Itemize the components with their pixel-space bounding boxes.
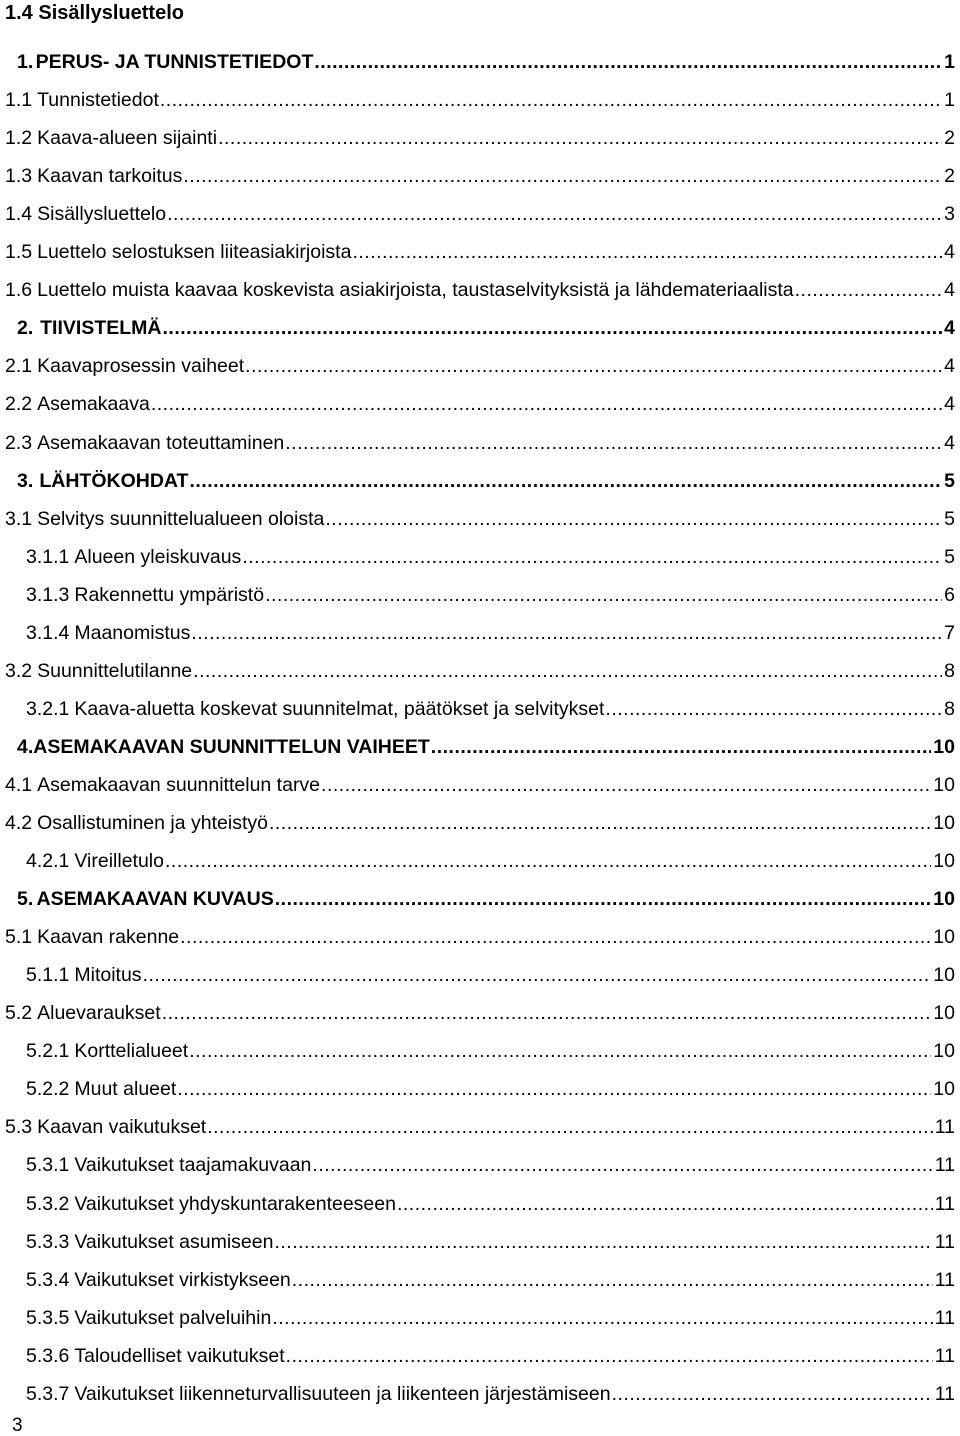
- toc-entry-title: ASEMAKAAVAN SUUNNITTELUN VAIHEET: [33, 735, 430, 758]
- toc-entry-page: 8: [944, 697, 955, 720]
- toc-entry[interactable]: [5, 195, 955, 233]
- toc-entry[interactable]: [5, 994, 955, 1032]
- toc-entry-leader: [611, 1375, 933, 1413]
- toc-heading: 1.4 Sisällysluettelo: [5, 2, 184, 24]
- toc-entry-number: 5.3: [5, 1116, 33, 1139]
- toc-entry-page: 2: [944, 165, 955, 188]
- toc-entry-title: Kaavaprosessin vaiheet: [37, 355, 245, 378]
- toc-entry[interactable]: [5, 804, 955, 842]
- toc-entry-leader: [351, 233, 942, 271]
- toc-entry-title: Osallistuminen ja yhteistyö: [37, 812, 268, 834]
- toc-entry[interactable]: [26, 1261, 955, 1299]
- toc-entry-title: Rakennettu ympäristö: [74, 583, 265, 606]
- toc-entry-leader: [179, 918, 931, 956]
- toc-entry-title: Alueen yleiskuvaus: [74, 545, 242, 568]
- toc-entry-page: 6: [944, 583, 955, 606]
- toc-entry[interactable]: [26, 1070, 955, 1108]
- toc-entry-title: Selvitys suunnittelualueen oloista: [37, 507, 325, 530]
- toc-entry[interactable]: [26, 956, 955, 994]
- toc-entry-page: 10: [933, 773, 955, 796]
- toc-entry-number: 5.3.7: [26, 1382, 70, 1405]
- toc-entry[interactable]: [17, 462, 955, 500]
- toc-entry-title: Tunnistetiedot: [37, 89, 159, 112]
- toc-entry[interactable]: [5, 385, 955, 423]
- toc-entry-leader: [142, 956, 932, 994]
- toc-entry[interactable]: [5, 918, 955, 956]
- toc-entry-title: Vaikutukset palveluihin: [74, 1306, 272, 1329]
- toc-entry-leader: [273, 1223, 932, 1261]
- toc-entry[interactable]: [17, 43, 955, 81]
- toc-entry-leader: [188, 462, 942, 500]
- toc-entry-title: Kaava-alueen sijainti: [37, 127, 218, 150]
- toc-entry[interactable]: [26, 1032, 955, 1070]
- toc-entry-title: Kaava-aluetta koskevat suunnitelmat, päätökset ja selvitykset: [74, 697, 605, 720]
- toc-entry-title: Asemakaavan toteuttaminen: [37, 431, 285, 454]
- toc-entry-number: 5.3.2: [26, 1192, 70, 1215]
- toc-entry[interactable]: [5, 119, 955, 157]
- toc-entry-number: 5.1.1: [26, 964, 70, 987]
- toc-entry-page: 10: [933, 1078, 955, 1101]
- toc-entry-number: 4.2: [5, 812, 33, 834]
- toc-entry-title: Sisällysluettelo: [37, 203, 167, 226]
- toc-entry-leader: [274, 880, 932, 918]
- toc-entry-number: 4.: [17, 735, 34, 758]
- toc-entry-page: 4: [944, 241, 955, 264]
- toc-entry-title: Taloudelliset vaikutukset: [74, 1344, 285, 1367]
- toc-entry-number: 5.1: [5, 926, 33, 949]
- toc-entry-number: 1.2: [5, 127, 33, 150]
- toc-entry-number: 1.: [17, 51, 34, 73]
- toc-entry[interactable]: [5, 347, 955, 385]
- toc-entry-number: 1.4: [5, 203, 33, 226]
- toc-entry-title: Vireilletulo: [74, 850, 164, 873]
- toc-entry[interactable]: [5, 766, 955, 804]
- toc-entry-leader: [271, 1299, 932, 1337]
- toc-entry-page: 11: [934, 1116, 955, 1139]
- toc-entry-page: 10: [933, 888, 955, 911]
- toc-entry-leader: [217, 119, 942, 157]
- toc-entry-title: Asemakaavan suunnittelun tarve: [37, 773, 321, 796]
- toc-entry-page: 10: [933, 926, 955, 949]
- toc-entry[interactable]: [17, 728, 955, 766]
- toc-entry-title: PERUS- JA TUNNISTETIEDOT: [35, 51, 314, 73]
- toc-entry-page: 10: [933, 850, 955, 873]
- toc-entry-page: 11: [934, 1268, 955, 1291]
- toc-entry-page: 11: [934, 1344, 955, 1367]
- toc-entry[interactable]: [26, 614, 955, 652]
- toc-entry-leader: [190, 614, 942, 652]
- toc-entry-leader: [430, 728, 932, 766]
- toc-entry-leader: [241, 538, 942, 576]
- toc-entry-page: 11: [934, 1306, 955, 1329]
- toc-entry-leader: [192, 652, 942, 690]
- toc-entry[interactable]: [26, 538, 955, 576]
- toc-entry-leader: [285, 1337, 933, 1375]
- toc-entry-leader: [206, 1108, 933, 1146]
- toc-entry-number: 5.3.6: [26, 1344, 70, 1367]
- toc-entry-title: Vaikutukset virkistykseen: [74, 1268, 291, 1291]
- toc-entry-title: Vaikutukset taajamakuvaan: [74, 1154, 312, 1177]
- toc-entry-leader: [313, 43, 942, 81]
- toc-entry-number: 3.1.3: [26, 583, 70, 606]
- toc-entry-leader: [161, 994, 932, 1032]
- toc-entry-leader: [188, 1032, 931, 1070]
- toc-entry-page: 8: [944, 659, 955, 682]
- toc-entry[interactable]: [26, 1337, 955, 1375]
- toc-entry-title: Vaikutukset yhdyskuntarakenteeseen: [74, 1192, 396, 1215]
- toc-entry-number: 3.1.1: [26, 545, 70, 568]
- toc-entry-title: Muut alueet: [74, 1078, 177, 1101]
- toc-entry-title: ASEMAKAAVAN KUVAUS: [36, 888, 274, 911]
- toc-entry-page: 11: [934, 1382, 955, 1405]
- toc-entry-leader: [159, 81, 942, 119]
- toc-entry-leader: [264, 576, 942, 614]
- toc-entry-title: Korttelialueet: [74, 1040, 189, 1063]
- toc-entry-title: Vaikutukset liikenneturvallisuuteen ja liikenteen järjestämiseen: [74, 1382, 611, 1405]
- toc-entry-page: 4: [944, 431, 955, 454]
- toc-entry[interactable]: [26, 842, 955, 880]
- toc-entry-leader: [176, 1070, 931, 1108]
- toc-entry-page: 4: [944, 355, 955, 378]
- toc-entry-number: 2.1: [5, 355, 33, 378]
- toc-entry[interactable]: [5, 652, 955, 690]
- toc-entry-leader: [182, 157, 942, 195]
- toc-entry-page: 10: [933, 1002, 955, 1025]
- toc-entry-number: 3.1.4: [26, 621, 70, 644]
- toc-entry-leader: [324, 500, 942, 538]
- toc-entry-page: 1: [944, 89, 955, 112]
- toc-entry[interactable]: [5, 157, 955, 195]
- toc-entry[interactable]: [17, 309, 955, 347]
- toc-entry[interactable]: [5, 81, 955, 119]
- toc-entry-number: 1.3: [5, 165, 33, 188]
- toc-entry-title: Luettelo muista kaavaa koskevista asiakirjoista, taustaselvityksistä ja lähdemateriaalista: [37, 279, 794, 302]
- toc-entry-leader: [311, 1146, 932, 1184]
- toc-entry-title: Vaikutukset asumiseen: [74, 1230, 274, 1253]
- toc-entry-title: Aluevaraukset: [37, 1002, 161, 1025]
- toc-entry-number: 2.3: [5, 431, 33, 454]
- toc-entry[interactable]: [5, 500, 955, 538]
- toc-entry-number: 5.3.4: [26, 1268, 70, 1291]
- toc-entry[interactable]: [26, 1223, 955, 1261]
- toc-entry-number: 2.: [17, 317, 34, 340]
- toc-entry[interactable]: [26, 690, 955, 728]
- toc-entry-title: Luettelo selostuksen liiteasiakirjoista: [37, 241, 352, 264]
- toc-entry-page: 2: [944, 127, 955, 150]
- toc-entry-number: 1.5: [5, 241, 33, 264]
- toc-entry-number: 3.2.1: [26, 697, 70, 720]
- toc-entry[interactable]: [26, 1185, 955, 1223]
- toc-entry-leader: [794, 271, 943, 309]
- toc-entry-number: 5.3.3: [26, 1230, 70, 1253]
- toc-entry[interactable]: [5, 1108, 955, 1146]
- toc-entry-title: Asemakaava: [37, 393, 150, 416]
- toc-entry-leader: [268, 804, 931, 842]
- toc-entry-number: 5.3.1: [26, 1154, 70, 1177]
- toc-entry-leader: [161, 309, 942, 347]
- toc-entry-page: 10: [933, 964, 955, 987]
- toc-entry-page: 10: [933, 812, 955, 834]
- toc-entry-page: 4: [944, 279, 955, 302]
- toc-entry-page: 11: [934, 1192, 955, 1215]
- toc-entry-page: 1: [944, 51, 955, 73]
- toc-entry-leader: [291, 1261, 933, 1299]
- toc-entry-number: 2.2: [5, 393, 33, 416]
- toc-entry-number: 1.6: [5, 279, 33, 302]
- toc-entry-leader: [604, 690, 942, 728]
- toc-entry-number: 5.: [17, 888, 34, 911]
- toc-entry-title: Kaavan tarkoitus: [37, 165, 183, 188]
- toc-entry-page: 4: [944, 393, 955, 416]
- toc-entry-leader: [396, 1185, 933, 1223]
- toc-entry-number: 3.2: [5, 659, 33, 682]
- toc-entry-title: LÄHTÖKOHDAT: [39, 469, 189, 492]
- toc-entry-leader: [244, 347, 942, 385]
- toc-entry[interactable]: [5, 233, 955, 271]
- toc-entry[interactable]: [5, 424, 955, 462]
- page-number: 3: [12, 1415, 23, 1436]
- toc-entry-leader: [164, 842, 931, 880]
- toc-entry-title: Kaavan vaikutukset: [37, 1116, 207, 1139]
- toc-entry[interactable]: [26, 1146, 955, 1184]
- toc-entry-page: 11: [934, 1230, 955, 1253]
- toc-entry[interactable]: [5, 271, 955, 309]
- toc-entry-page: 11: [934, 1154, 955, 1177]
- toc-entry-page: 7: [944, 621, 955, 644]
- toc-entry-leader: [320, 766, 931, 804]
- toc-entry[interactable]: [26, 576, 955, 614]
- toc-entry-page: 3: [944, 203, 955, 226]
- toc-entry-number: 5.2: [5, 1002, 33, 1025]
- toc-entry-title: Mitoitus: [74, 964, 142, 987]
- toc-entry-leader: [166, 195, 942, 233]
- toc-entry-number: 4.1: [5, 773, 33, 796]
- toc-entry-number: 5.2.2: [26, 1078, 70, 1101]
- toc-entry-page: 5: [944, 545, 955, 568]
- toc-entry-page: 5: [944, 469, 955, 492]
- toc-entry-title: Maanomistus: [74, 621, 191, 644]
- toc-entry[interactable]: [26, 1375, 955, 1413]
- toc-entry-title: Suunnittelutilanne: [37, 659, 193, 682]
- toc-entry-page: 4: [944, 317, 955, 340]
- toc-entry-number: 5.2.1: [26, 1040, 70, 1063]
- toc-entry-title: Kaavan rakenne: [37, 926, 180, 949]
- toc-entry-leader: [284, 424, 942, 462]
- toc-entry-leader: [150, 385, 942, 423]
- toc-entry-number: 4.2.1: [26, 850, 70, 873]
- toc-entry-number: 1.1: [5, 89, 33, 112]
- toc-entry-number: 3.1: [5, 507, 33, 530]
- toc-entry-page: 10: [933, 1040, 955, 1063]
- toc-entry-page: 10: [933, 735, 955, 758]
- toc-entry-number: 5.3.5: [26, 1306, 70, 1329]
- toc-entry[interactable]: [17, 880, 955, 918]
- toc-entry-title: TIIVISTELMÄ: [40, 317, 162, 340]
- toc-entry-page: 5: [944, 507, 955, 530]
- toc-entry[interactable]: [26, 1299, 955, 1337]
- toc-entry-number: 3.: [17, 469, 34, 492]
